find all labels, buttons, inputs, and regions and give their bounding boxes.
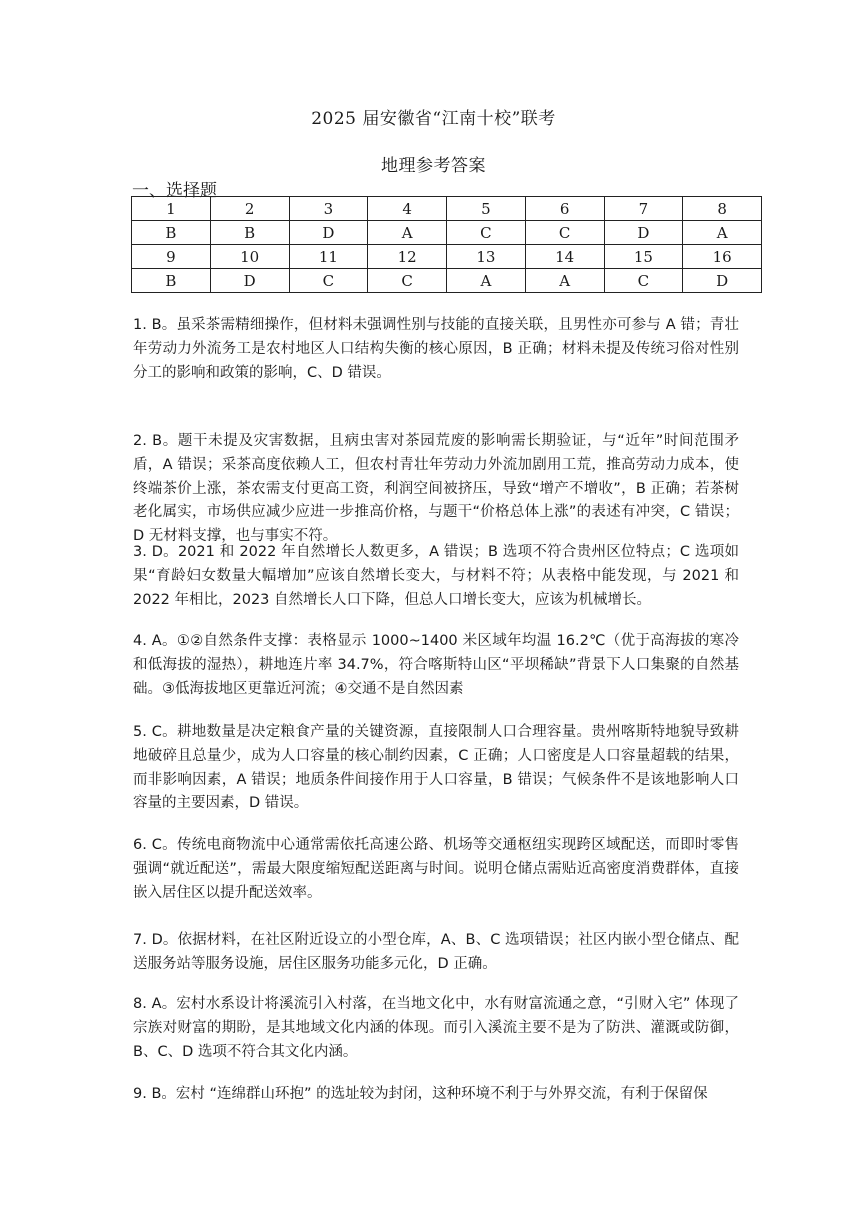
answer-cell: B [132,269,211,293]
explanation-5: 5. C。耕地数量是决定粮食产量的关键资源，直接限制人口合理容量。贵州喀斯特地貌导致耕地破碎且总量少，成为人口容量的核心制约因素，C 正确；人口密度是人口容量超载的结果，而非影响因素，A 错误；地质条件间接作用于人口容量，B 错误；气候条件不是该地影响人口容量的主要因素，D 错误。 [133,724,739,812]
answer-cell: C [368,269,447,293]
answer-row [132,269,762,293]
question-number-cell: 12 [368,245,447,269]
question-number-cell: 15 [604,245,683,269]
question-number-cell: 3 [289,197,368,221]
explanation-2: 2. B。题干未提及灾害数据，且病虫害对茶园荒废的影响需长期验证，与“近年”时间范围矛盾，A 错误；采茶高度依赖人工，但农村青壮年劳动力外流加剧用工荒，推高劳动力成本，使终端茶价上涨，茶农需支付更高工资，利润空间被挤压，导致“增产不增收”，B 正确；若茶树老化属实，市场供应减少应进一步推高价格，与题干“价格总体上涨”的表述有冲突，C 错误；D 无材料支撑，也与事实不符。 [133,433,739,545]
question-number-cell: 9 [132,245,211,269]
question-number-cell: 7 [604,197,683,221]
answer-cell: D [683,269,762,293]
question-number-row [132,245,762,269]
question-number-cell: 1 [132,197,211,221]
question-number-cell: 8 [683,197,762,221]
explanation-1: 1. B。虽采茶需精细操作，但材料未强调性别与技能的直接关联，且男性亦可参与 A 错；青壮年劳动力外流务工是农村地区人口结构失衡的核心原因，B 正确；材料未提及传统习俗对性别分工的影响和政策的影响，C、D 错误。 [133,317,739,381]
answer-cell: B [132,221,211,245]
answer-cell: A [447,269,526,293]
answer-cell: A [683,221,762,245]
question-number-cell: 2 [210,197,289,221]
answer-cell: D [210,269,289,293]
question-number-row [132,197,762,221]
section-heading: 一、选择题 [132,181,217,201]
question-number-cell: 16 [683,245,762,269]
explanation-6: 6. C。传统电商物流中心通常需依托高速公路、机场等交通枢纽实现跨区域配送，而即时零售强调“就近配送”，需最大限度缩短配送距离与时间。说明仓储点需贴近高密度消费群体，直接嵌入居住区以提升配送效率。 [133,837,739,901]
explanation-9: 9. B。宏村 “连绵群山环抱” 的选址较为封闭，这种环境不利于与外界交流，有利于保留保 [133,1086,708,1102]
answer-table [131,196,762,293]
explanation-8: 8. A。宏村水系设计将溪流引入村落，在当地文化中，水有财富流通之意，“引财入宅” 体现了宗族对财富的期盼，是其地域文化内涵的体现。而引入溪流主要不是为了防洪、灌溉或防御，B、C、D 选项不符合其文化内涵。 [133,996,739,1060]
question-number-cell: 6 [525,197,604,221]
explanation-3: 3. D。2021 和 2022 年自然增长人数更多，A 错误；B 选项不符合贵州区位特点；C 选项如果“育龄妇女数量大幅增加”应该自然增长变大，与材料不符；从表格中能发现，与 2021 和 2022 年相比，2023 自然增长人口下降，但总人口增长变大，应该为机械增长。 [133,544,739,608]
question-number-cell: 5 [447,197,526,221]
question-number-cell: 14 [525,245,604,269]
answer-cell: C [604,269,683,293]
question-number-cell: 13 [447,245,526,269]
document-subtitle: 地理参考答案 [381,156,486,176]
answer-cell: D [604,221,683,245]
answer-cell: A [368,221,447,245]
explanation-7: 7. D。依据材料，在社区附近设立的小型仓库，A、B、C 选项错误；社区内嵌小型仓储点、配送服务站等服务设施，居住区服务功能多元化，D 正确。 [133,932,739,972]
question-number-cell: 10 [210,245,289,269]
answer-cell: A [525,269,604,293]
answer-cell: D [289,221,368,245]
question-number-cell: 11 [289,245,368,269]
explanation-4: 4. A。①②自然条件支撑：表格显示 1000~1400 米区域年均温 16.2℃（优于高海拔的寒冷和低海拔的湿热），耕地连片率 34.7%，符合喀斯特山区“平坝稀缺”背景下人口集聚的自然基础。③低海拔地区更靠近河流；④交通不是自然因素 [133,633,739,697]
question-number-cell: 4 [368,197,447,221]
document-title: 2025 届安徽省“江南十校”联考 [311,109,556,129]
answer-cell: C [447,221,526,245]
answer-cell: B [210,221,289,245]
answer-cell: C [289,269,368,293]
answer-row [132,221,762,245]
answer-cell: C [525,221,604,245]
